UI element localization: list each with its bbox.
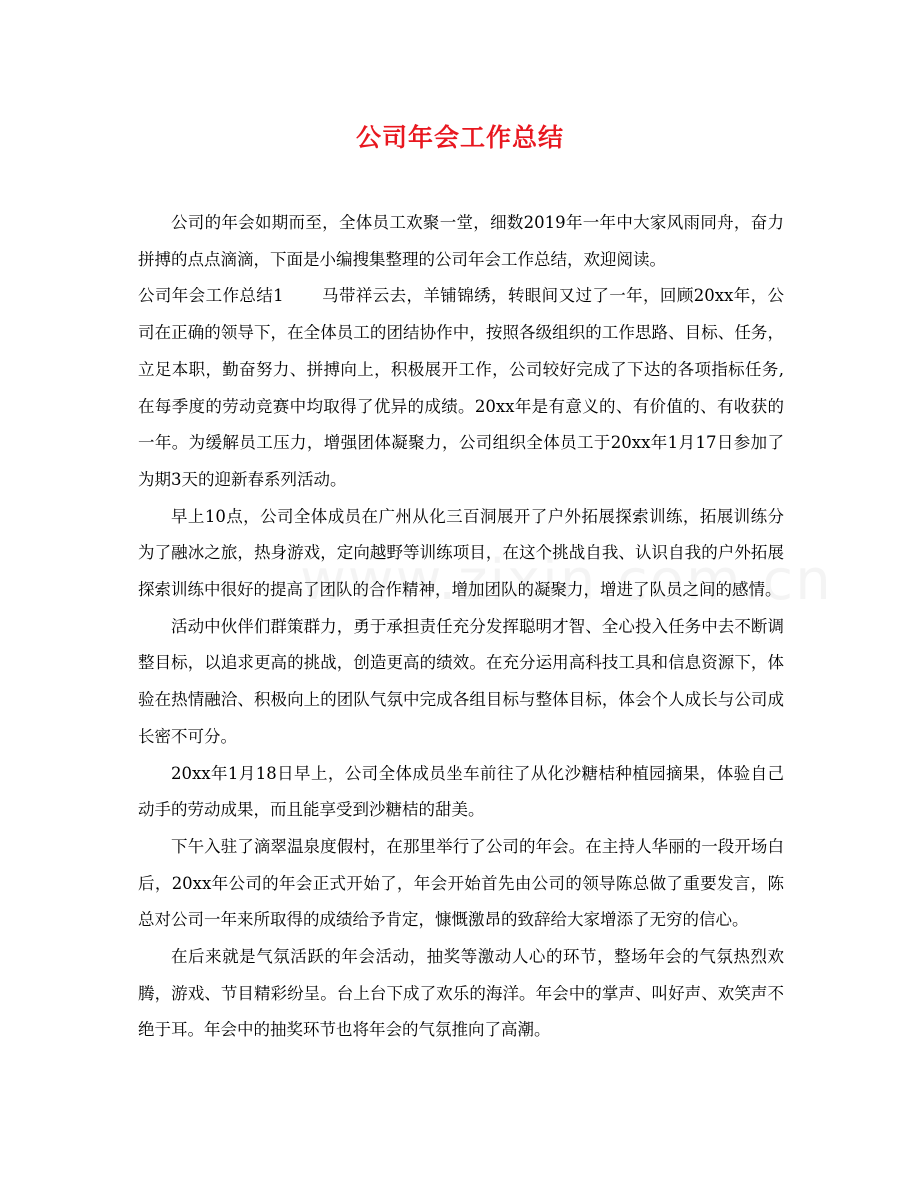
body-paragraph: 在后来就是气氛活跃的年会活动，抽奖等激动人心的环节，整场年会的气氛热烈欢腾，游戏、节目精彩纷呈。台上台下成了欢乐的海洋。年会中的掌声、叫好声、欢笑声不绝于耳。年会中的抽奖环节也将年会的气氛推向了高潮。 [138, 947, 784, 1040]
document-title: 公司年会工作总结 [355, 123, 564, 152]
body-paragraph: 早上10点，公司全体成员在广州从化三百洞展开了户外拓展探索训练，拓展训练分为了融冰之旅，热身游戏，定向越野等训练项目，在这个挑战自我、认识自我的户外拓展探索训练中很好的提高了团队的合作精神，增加团队的凝聚力，增进了队员之间的感情。 [138, 506, 784, 600]
intro-paragraph: 公司的年会如期而至，全体员工欢聚一堂，细数2019年一年中大家风雨同舟，奋力拼搏的点点滴滴，下面是小编搜集整理的公司年会工作总结，欢迎阅读。 [138, 213, 784, 269]
section-heading: 公司年会工作总结1 [138, 286, 284, 306]
body-paragraph: 活动中伙伴们群策群力，勇于承担责任充分发挥聪明才智、全心投入任务中去不断调整目标，以追求更高的挑战，创造更高的绩效。在充分运用高科技工具和信息资源下，体验在热情融洽、积极向上的团队气氛中完成各组目标与整体目标，体会个人成长与公司成长密不可分。 [138, 616, 784, 746]
body-paragraph: 20xx年1月18日早上，公司全体成员坐车前往了从化沙糖桔种植园摘果，体验自己动手的劳动成果，而且能享受到沙糖桔的甜美。 [138, 763, 784, 820]
body-paragraph: 下午入驻了滴翠温泉度假村，在那里举行了公司的年会。在主持人华丽的一段开场白后，20xx年公司的年会正式开始了，年会开始首先由公司的领导陈总做了重要发言，陈总对公司一年来所取得的成绩给予肯定，慷慨激昂的致辞给大家增添了无穷的信心。 [138, 836, 784, 930]
section-first-text: 马带祥云去，羊铺锦绣，转眼间又过了一年，回顾20xx年，公司在正确的领导下，在全体员工的团结协作中，按照各级组织的工作思路、目标、任务，立足本职，勤奋努力、拼搏向上，积极展开工作，公司较好完成了下达的各项指标任务,在每季度的劳动竞赛中均取得了优异的成绩。20xx年是有意义的、有价值的、有收获的一年。为缓解员工压力，增强团体凝聚力，公司组织全体员工于20xx年1月17日参加了为期3天的迎新春系列活动。 [138, 286, 785, 489]
document-body [138, 205, 784, 1049]
section-paragraph [138, 278, 784, 498]
